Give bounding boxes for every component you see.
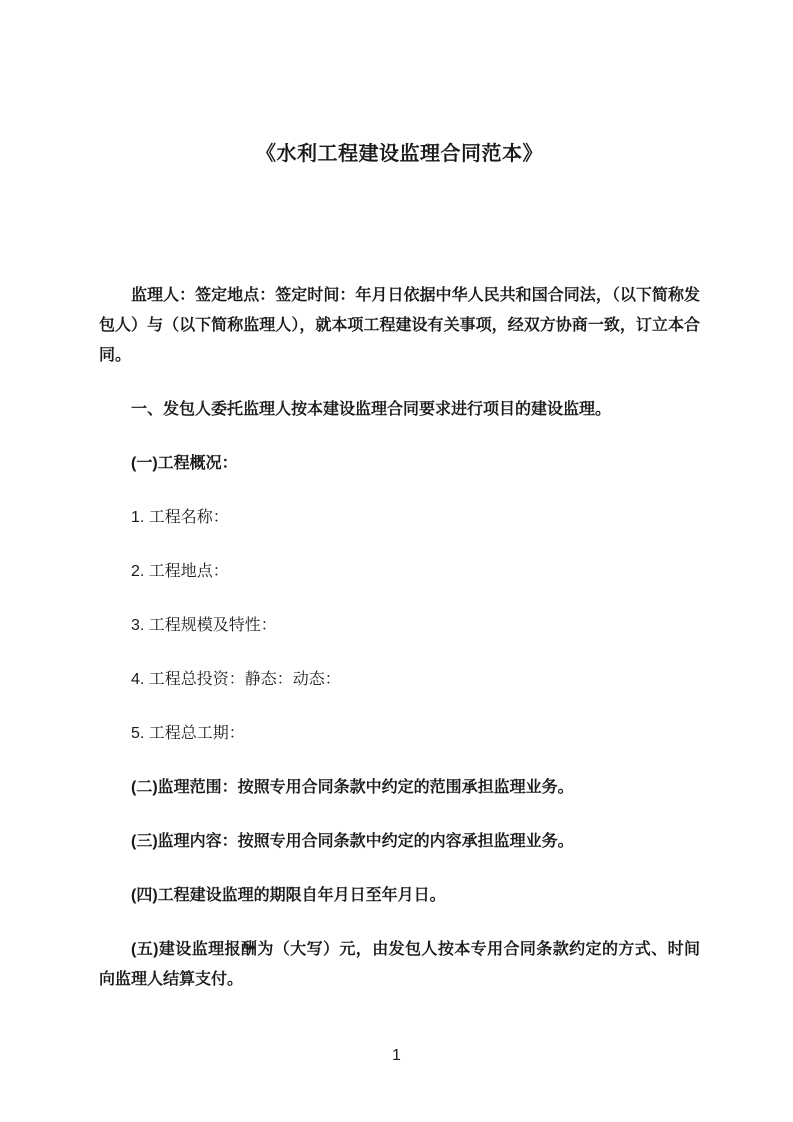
paragraph-item-3: 3. 工程规模及特性：: [131, 617, 277, 634]
paragraph-preamble: 监理人：签定地点：签定时间：年月日依据中华人民共和国合同法，（以下简称发包人）与（以下简称监理人），就本项工程建设有关事项，经双方协商一致，订立本合同。: [99, 287, 700, 364]
paragraph-item-2: 2. 工程地点：: [131, 563, 229, 580]
paragraph-section-4: (四)工程建设监理的期限自年月日至年月日。: [131, 887, 446, 904]
paragraph-clause-1: 一、发包人委托监理人按本建设监理合同要求进行项目的建设监理。: [131, 401, 612, 418]
document-title: 《水利工程建设监理合同范本》: [256, 143, 543, 165]
paragraph-item-1: 1. 工程名称：: [131, 509, 229, 526]
paragraph-section-3: (三)监理内容：按照专用合同条款中约定的内容承担监理业务。: [131, 833, 574, 850]
paragraph-section-5: (五)建设监理报酬为（大写）元，由发包人按本专用合同条款约定的方式、时间向监理人结算支付。: [99, 941, 700, 988]
paragraph-section-1: (一)工程概况：: [131, 455, 238, 472]
page-number: 1: [392, 1047, 401, 1064]
paragraph-item-5: 5. 工程总工期：: [131, 725, 245, 742]
paragraph-section-2: (二)监理范围：按照专用合同条款中约定的范围承担监理业务。: [131, 779, 574, 796]
paragraph-item-4: 4. 工程总投资：静态：动态：: [131, 671, 341, 688]
